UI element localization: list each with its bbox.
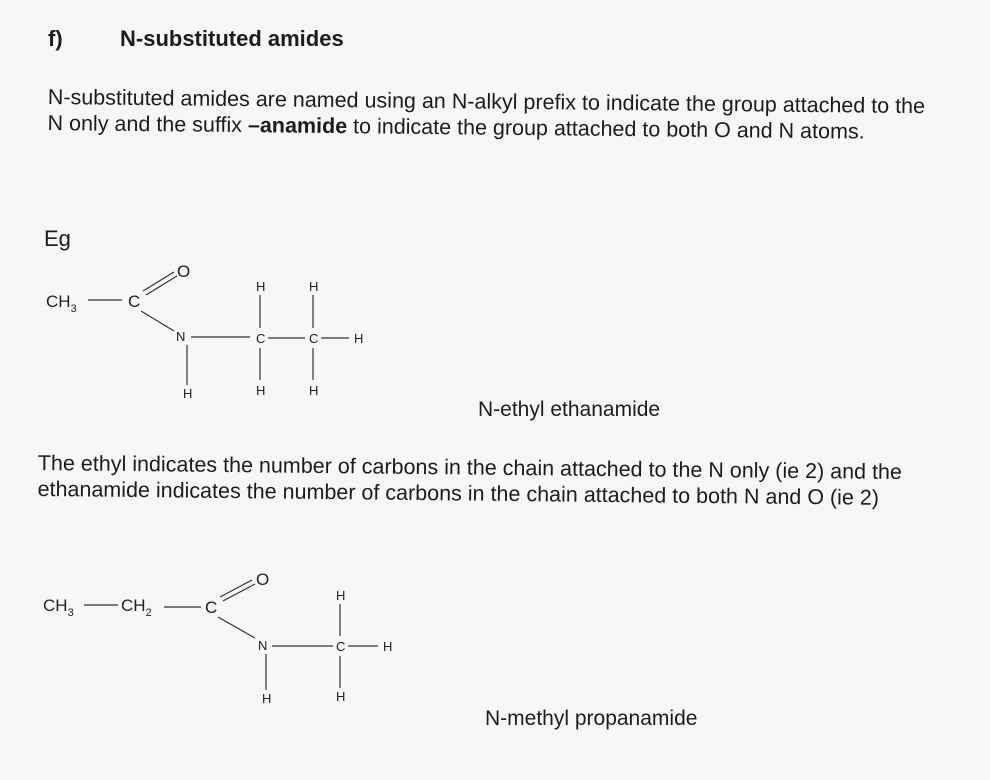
atom-h-c1-top: H [256, 279, 266, 294]
atom-h-n: H [262, 691, 272, 706]
intro-text-1: N-substituted amides are named using an N-alkyl prefix to indicate the group attached to the N only and the suffix [47, 84, 926, 138]
bond-c-n [218, 617, 255, 638]
atom-h-n: H [183, 386, 193, 401]
atom-h-c2-bottom: H [309, 383, 319, 398]
example-label: Eg [44, 226, 71, 251]
atom-c: C [336, 639, 346, 654]
atom-h-c-right: H [383, 639, 393, 654]
atom-c-carbonyl: C [128, 292, 141, 311]
atom-ch3: $CH_3$ [46, 292, 77, 315]
atom-h-c1-bottom: H [256, 383, 266, 398]
atom-c-carbonyl: C [205, 598, 218, 617]
atom-h-c2-right: H [354, 331, 364, 346]
atom-h-c-bottom: H [336, 689, 346, 704]
atom-h-c2-top: H [309, 279, 319, 294]
atom-c2: C [309, 331, 319, 346]
example1-name: N-ethyl ethanamide [478, 398, 661, 421]
section-title: N-substituted amides [120, 26, 344, 51]
atom-n: N [258, 638, 268, 653]
intro-suffix-bold: –anamide [247, 113, 348, 139]
intro-text-2: to indicate the group attached to both O and N atoms. [347, 114, 865, 144]
atom-o: O [256, 570, 270, 589]
atom-c1: C [256, 331, 266, 346]
explanation-paragraph: The ethyl indicates the number of carbons in the chain attached to the N only (ie 2) and the ethanamide indicates the number of carbons in the chain attached to both N and O (ie 2) [37, 450, 903, 510]
atom-o: O [177, 262, 191, 281]
example2-name: N-methyl propanamide [485, 707, 698, 730]
atom-ch2: $CH_2$ [121, 596, 152, 619]
atom-ch3: $CH_3$ [43, 596, 74, 619]
atom-n: N [176, 329, 186, 344]
atom-h-c-top: H [336, 588, 346, 603]
section-number: f) [48, 26, 63, 51]
